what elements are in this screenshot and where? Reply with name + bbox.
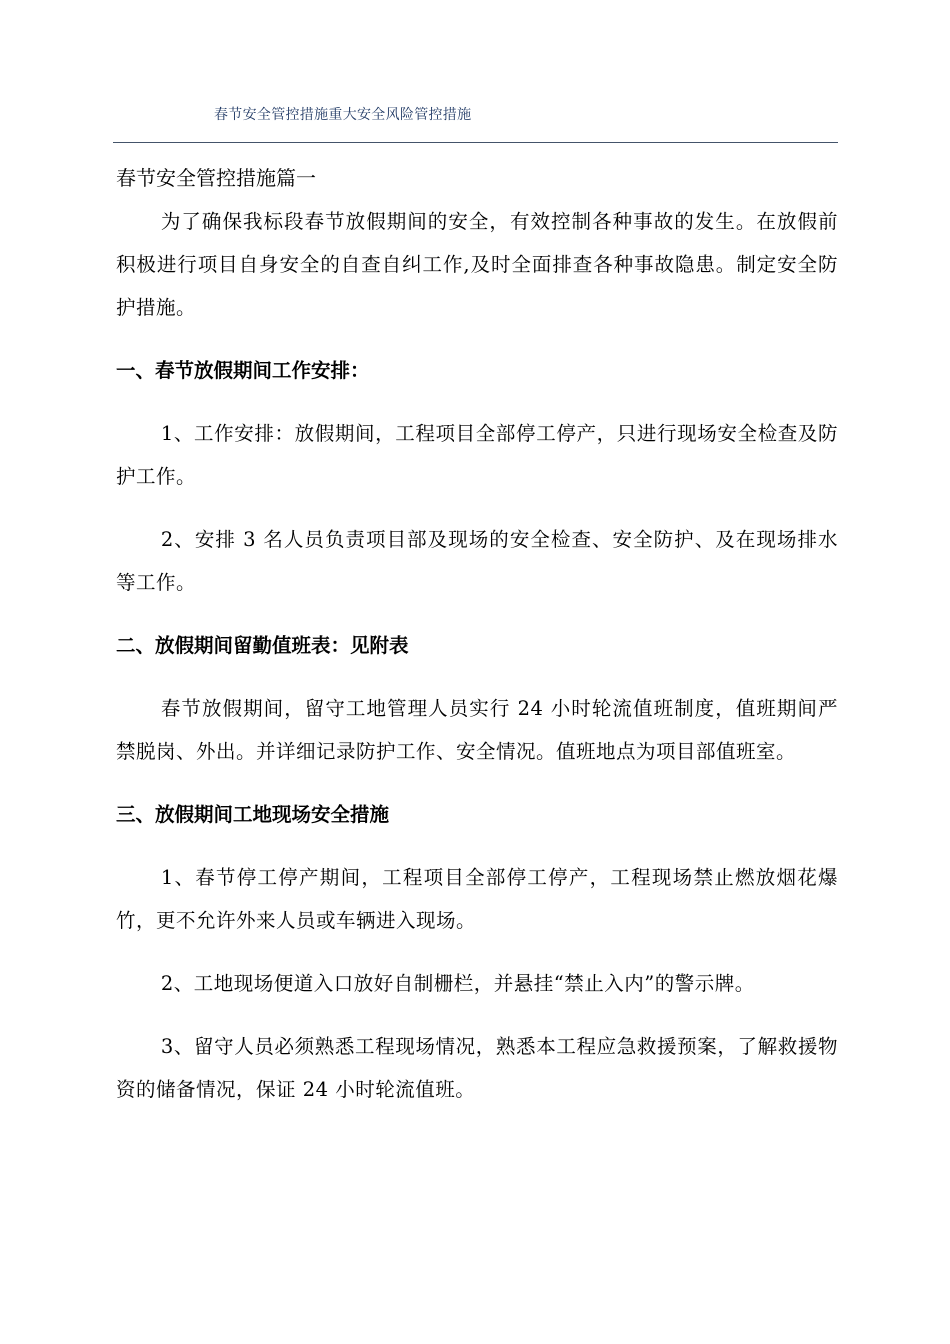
running-header: 春节安全管控措施重大安全风险管控措施 xyxy=(214,107,472,123)
list-item: 1、春节停工停产期间，工程项目全部停工停产，工程现场禁止燃放烟花爆竹，更不允许外来人员或车辆进入现场。 xyxy=(116,866,838,932)
list-item: 2、安排 3 名人员负责项目部及现场的安全检查、安全防护、及在现场排水等工作。 xyxy=(116,528,838,594)
list-item: 1、工作安排：放假期间，工程项目全部停工停产，只进行现场安全检查及防护工作。 xyxy=(116,422,838,488)
document-title: 春节安全管控措施篇一 xyxy=(116,166,316,190)
section-heading: 一、春节放假期间工作安排： xyxy=(116,359,370,382)
section-paragraph: 春节放假期间，留守工地管理人员实行 24 小时轮流值班制度，值班期间严禁脱岗、外出。并详细记录防护工作、安全情况。值班地点为项目部值班室。 xyxy=(116,697,838,763)
header-divider xyxy=(113,142,838,143)
document-body xyxy=(116,164,838,1111)
section-heading: 二、放假期间留勤值班表：见附表 xyxy=(116,634,409,657)
intro-paragraph: 为了确保我标段春节放假期间的安全，有效控制各种事故的发生。在放假前积极进行项目自身安全的自查自纠工作,及时全面排查各种事故隐患。制定安全防护措施。 xyxy=(116,210,838,319)
list-item: 2、工地现场便道入口放好自制栅栏，并悬挂“禁止入内”的警示牌。 xyxy=(160,972,755,995)
section-heading: 三、放假期间工地现场安全措施 xyxy=(116,803,390,826)
list-item: 3、留守人员必须熟悉工程现场情况，熟悉本工程应急救援预案，了解救援物资的储备情况，保证 24 小时轮流值班。 xyxy=(116,1035,838,1101)
